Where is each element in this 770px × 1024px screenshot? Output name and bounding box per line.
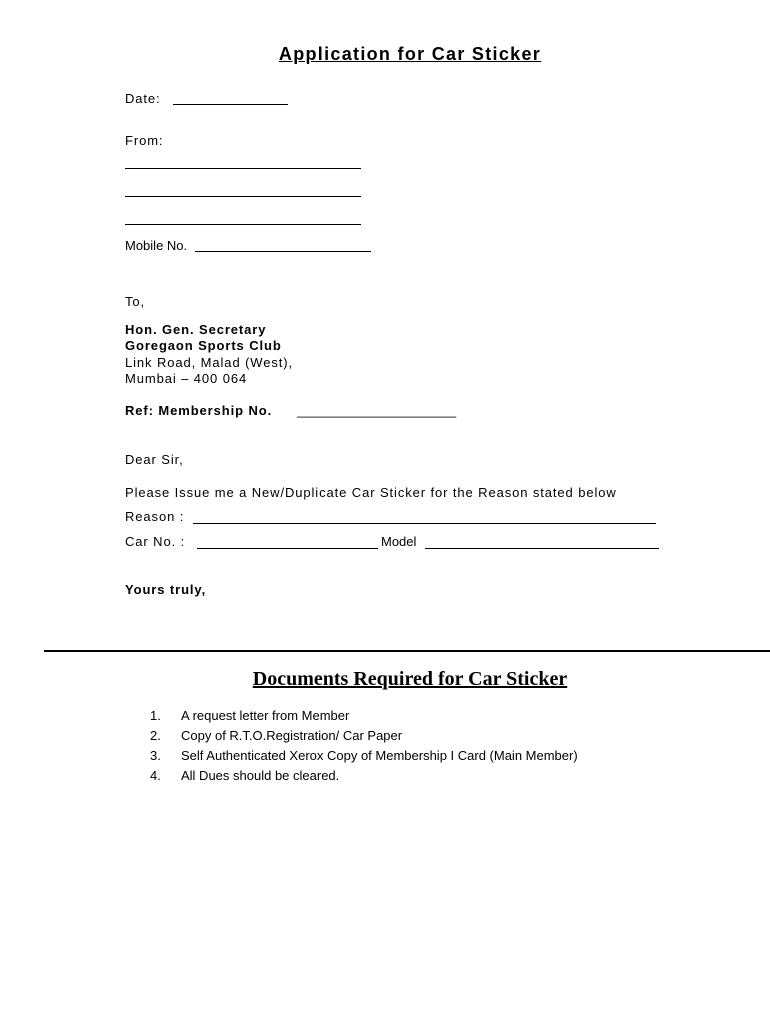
mobile-label: Mobile No. bbox=[125, 238, 188, 253]
addressee-title: Hon. Gen. Secretary bbox=[125, 322, 267, 337]
reason-label: Reason : bbox=[125, 509, 185, 524]
salutation: Dear Sir, bbox=[125, 452, 184, 467]
model-field[interactable] bbox=[425, 548, 659, 549]
section-divider bbox=[44, 650, 770, 652]
addressee-club: Goregaon Sports Club bbox=[125, 338, 282, 353]
documents-title: Documents Required for Car Sticker bbox=[252, 668, 568, 690]
from-line-3[interactable] bbox=[125, 224, 361, 225]
model-label: Model bbox=[381, 534, 417, 549]
from-line-1[interactable] bbox=[125, 168, 361, 169]
list-number: 2. bbox=[150, 728, 161, 743]
date-label: Date: bbox=[125, 91, 161, 106]
list-text: A request letter from Member bbox=[181, 708, 350, 723]
list-item bbox=[150, 706, 578, 726]
list-number: 4. bbox=[150, 768, 161, 783]
car-no-field[interactable] bbox=[197, 548, 378, 549]
request-text: Please Issue me a New/Duplicate Car Sticker for the Reason stated below bbox=[125, 485, 617, 500]
date-field[interactable] bbox=[173, 104, 288, 105]
list-item bbox=[150, 726, 578, 746]
to-label: To, bbox=[125, 294, 146, 309]
list-item bbox=[150, 746, 578, 766]
ref-label: Ref: Membership No. bbox=[125, 403, 273, 418]
list-number: 1. bbox=[150, 708, 161, 723]
from-line-2[interactable] bbox=[125, 196, 361, 197]
from-label: From: bbox=[125, 133, 164, 148]
form-title: Application for Car Sticker bbox=[278, 44, 542, 64]
list-text: Self Authenticated Xerox Copy of Membership I Card (Main Member) bbox=[181, 748, 578, 763]
list-text: All Dues should be cleared. bbox=[181, 768, 340, 783]
addressee-road: Link Road, Malad (West), bbox=[125, 355, 294, 370]
car-no-label: Car No. : bbox=[125, 534, 186, 549]
closing: Yours truly, bbox=[125, 582, 207, 597]
list-item bbox=[150, 766, 578, 786]
reason-field[interactable] bbox=[193, 523, 656, 524]
addressee-city: Mumbai – 400 064 bbox=[125, 371, 248, 386]
membership-no-field[interactable]: ______________________ bbox=[297, 403, 457, 418]
list-text: Copy of R.T.O.Registration/ Car Paper bbox=[181, 728, 403, 743]
documents-list bbox=[150, 706, 578, 786]
list-number: 3. bbox=[150, 748, 161, 763]
mobile-field[interactable] bbox=[195, 251, 371, 252]
